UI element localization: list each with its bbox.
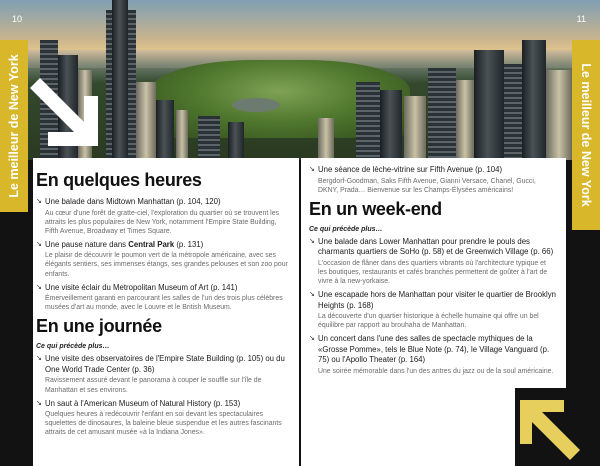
item-description: Une soirée mémorable dans l'un des antres du jazz ou de la soul américaine. [318, 367, 554, 375]
building [176, 110, 188, 160]
right-column [301, 158, 566, 388]
arrow-bullet-icon: ↘ [36, 399, 42, 407]
page-number-right: 11 [576, 14, 586, 24]
item-description: Au cœur d'une forêt de gratte-ciel, l'exploration du quartier où se trouvent les attraits les plus populaires de New York, notamment l'Empire State Building, Fifth Avenue, Broadway et Times Square. [45, 209, 279, 235]
building [546, 70, 572, 160]
side-label-right: Le meilleur de New York [579, 63, 593, 207]
list-item [36, 399, 291, 438]
section-heading: En une journée [36, 316, 162, 337]
item-title: Une escapade hors de Manhattan pour visiter le quartier de Brooklyn Heights (p. 168) [318, 290, 556, 310]
right-column-lower [301, 388, 515, 466]
item-description: Le plaisir de découvrir le poumon vert de la métropole américaine, avec ses élégants sentiers, ses immenses étangs, ses grandes pelouses et son zoo pour enfants. [45, 252, 288, 278]
side-label-left: Le meilleur de New York [7, 54, 21, 198]
item-title: Une visite des observatoires de l'Empire State Building (p. 105) ou du One World Trade Center (p. 36) [45, 354, 285, 374]
side-band-left [0, 40, 28, 212]
arrow-bullet-icon: ↘ [36, 198, 42, 205]
item-description: Bergdorf-Goodman, Saks Fifth Avenue, Gianni Versace, Chanel, Gucci, DKNY, Prada… Bienvenue sur les Champs-Élysées américains! [318, 177, 536, 194]
item-title: Une balade dans Lower Manhattan pour prendre le pouls des charmants quartiers de SoHo (p. 58) et de Greenwich Village (p. 66) [318, 236, 554, 257]
building [356, 82, 380, 160]
list-item [309, 237, 556, 286]
list-item [36, 240, 291, 279]
building [156, 100, 174, 160]
item-description: Émerveillement garanti en parcourant les salles de l'un des trois plus célèbres musées d'art au monde, avec le Louvre et le British Museum. [45, 295, 283, 312]
left-column [33, 158, 299, 466]
item-title: Une pause nature dans [45, 239, 129, 249]
section-subheading: Ce qui précède plus… [309, 225, 383, 233]
building [504, 64, 522, 160]
item-description: Ravissement assuré devant le panorama à couper le souffle sur l'île de Manhattan et ses environs. [45, 377, 262, 394]
section-heading: En quelques heures [36, 170, 202, 190]
building [228, 122, 244, 160]
building [404, 96, 426, 160]
item-title: Une séance de lèche-vitrine sur Fifth Avenue (p. 104) [318, 165, 503, 174]
list-item [36, 283, 291, 313]
arrow-bullet-icon: ↘ [309, 237, 315, 245]
item-title-bold: Central Park [128, 239, 175, 249]
item-title: Une balade dans Midtown Manhattan (p. 104, 120) [45, 197, 221, 206]
building [198, 116, 220, 160]
item-title: Un saut à l'American Museum of Natural History (p. 153) [45, 398, 241, 408]
park-lake [232, 98, 280, 112]
list-item [36, 354, 291, 394]
section-subheading: Ce qui précède plus… [36, 343, 110, 351]
building [318, 118, 334, 160]
building [522, 40, 546, 160]
building [112, 0, 128, 160]
section-heading: En un week-end [309, 198, 442, 219]
item-description: Quelques heures à redécouvrir l'enfant en soi devant les spectaculaires squelettes de dinosaures, la baleine bleue suspendue et les autres fascinants attraits de cet amusant musée «à la Indiana Jones». [45, 411, 282, 437]
item-description: L'occasion de flâner dans des quartiers vibrants où l'architecture typique et les boutiques, restaurants et cafés branchés permettent de goûter à l'art de vivre à la new-yorkaise. [318, 259, 548, 285]
building [136, 82, 156, 160]
arrow-bullet-icon: ↘ [309, 166, 315, 173]
arrow-bullet-icon: ↘ [309, 291, 315, 299]
building [428, 68, 456, 160]
list-item [36, 197, 291, 236]
item-description: La découverte d'un quartier historique à échelle humaine qui offre un bel équilibre par rapport au brouhaha de Manhattan. [318, 313, 539, 330]
item-title-suffix: (p. 131) [174, 239, 204, 249]
item-title: Un concert dans l'une des salles de spectacle mythiques de la «Grosse Pomme», tels le Blue Note (p. 74), le Village Vanguard (p. 75) ou l'Apollo Theater (p. 164) [318, 334, 550, 365]
arrow-up-left-icon [512, 392, 584, 464]
building [474, 50, 504, 160]
arrow-bullet-icon: ↘ [36, 283, 42, 291]
arrow-down-right-icon [26, 74, 106, 154]
page-number-left: 10 [12, 14, 23, 24]
side-band-right [572, 40, 600, 230]
building [456, 80, 474, 160]
building [380, 90, 402, 160]
item-title: Une visite éclair du Metropolitan Museum of Art (p. 141) [45, 282, 238, 292]
arrow-bullet-icon: ↘ [36, 355, 42, 363]
arrow-bullet-icon: ↘ [309, 335, 315, 343]
list-item [309, 290, 556, 330]
list-item [309, 165, 556, 195]
arrow-bullet-icon: ↘ [36, 240, 42, 248]
list-item [309, 334, 556, 376]
